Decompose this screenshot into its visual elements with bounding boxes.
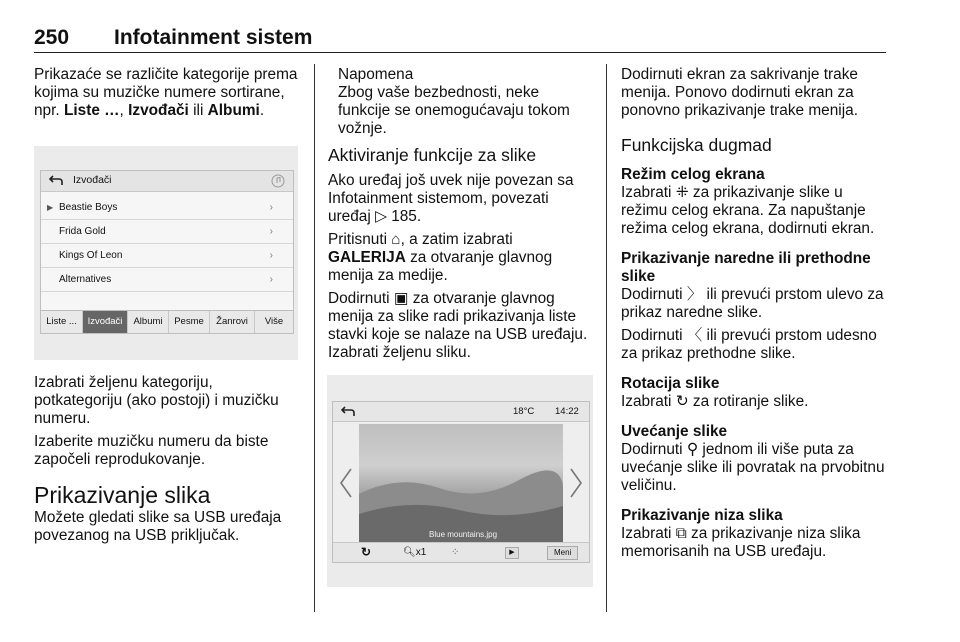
screen-top-bar xyxy=(41,171,293,192)
subheading-zoom: Uvećanje slike xyxy=(621,423,728,440)
paragraph-toggle-menu: Dodirnuti ekran za sakrivanje trake menija. Ponovo dodirnuti ekran za ponovno prikazivanje trake menija. xyxy=(621,66,858,119)
infotainment-screen xyxy=(332,401,590,563)
back-icon[interactable] xyxy=(49,175,63,186)
tab-vise[interactable]: Više xyxy=(264,316,284,327)
column-3 xyxy=(621,66,887,566)
screenshot-artists-list xyxy=(34,146,298,360)
subheading-rotate: Rotacija slike xyxy=(621,375,720,392)
column-1-bottom xyxy=(34,374,304,550)
tab-izvodaci[interactable]: Izvođači xyxy=(83,311,128,333)
paragraph-slideshow: Izabrati ⧉ za prikazivanje niza slika memorisanih na USB uređaju. xyxy=(621,525,861,560)
home-icon: ⌂ xyxy=(391,231,401,248)
page-header-title: Infotainment sistem xyxy=(114,26,313,49)
chevron-right-icon: › xyxy=(269,274,273,285)
section-heading-images: Prikazivanje slika xyxy=(34,482,211,508)
screen-tab-bar xyxy=(41,310,293,333)
arrow-ref-icon: ▷ xyxy=(375,208,392,225)
chevron-right-icon: 〉 xyxy=(686,286,703,303)
temperature-readout: 18°C xyxy=(513,406,535,417)
paragraph-press-home: Pritisnuti ⌂, a zatim izabrati GALERIJA za otvaranje glavnog menija za medije. xyxy=(328,231,553,284)
section-heading-function-buttons: Funkcijska dugmad xyxy=(621,135,772,155)
paragraph-select-track: Izaberite muzičku numeru da biste započeli reprodukovanje. xyxy=(34,433,269,468)
mountain-photo[interactable] xyxy=(359,424,563,542)
column-1-top xyxy=(34,66,304,125)
paragraph-usb-images: Možete gledati slike sa USB uređaja povezanog na USB priključak. xyxy=(34,509,282,544)
rotate-icon: ↻ xyxy=(675,393,689,410)
next-image-icon[interactable] xyxy=(569,468,583,498)
chevron-right-icon: › xyxy=(269,226,273,237)
back-icon[interactable] xyxy=(341,406,355,417)
note-box xyxy=(328,66,594,138)
tab-liste[interactable]: Liste ... xyxy=(41,311,83,333)
chevron-right-icon: › xyxy=(269,202,273,213)
chevron-right-icon: › xyxy=(269,250,273,261)
header-rule xyxy=(34,52,886,53)
screenshot-image-viewer xyxy=(327,375,593,587)
image-icon: ▣ xyxy=(393,290,409,307)
tab-zanrovi[interactable]: Žanrovi xyxy=(210,311,255,333)
section-heading-activate: Aktiviranje funkcije za slike xyxy=(328,145,537,165)
list-item[interactable]: Frida Gold › xyxy=(41,220,293,244)
note-title: Napomena xyxy=(338,66,414,83)
subheading-slideshow: Prikazivanje niza slika xyxy=(621,507,783,524)
subheading-fullscreen: Režim celog ekrana xyxy=(621,166,765,183)
infotainment-screen xyxy=(40,170,294,334)
list-item[interactable]: ▶ Beastie Boys › xyxy=(41,196,293,220)
paragraph-rotate: Izabrati ↻ za rotiranje slike. xyxy=(621,393,809,410)
image-caption: Blue mountains.jpg xyxy=(429,530,498,539)
column-2 xyxy=(328,66,594,367)
menu-button[interactable]: Meni xyxy=(547,546,578,560)
list-item[interactable]: Alternatives › xyxy=(41,268,293,292)
screen-title: Izvođači xyxy=(73,174,112,186)
zoom-icon: ⚲ xyxy=(686,441,699,458)
paragraph-open-images-menu: Dodirnuti ▣ za otvaranje glavnog menija za slike radi prikazivanja liste stavki koje se nalaze na USB uređaju. Izabrati željenu sliku. xyxy=(328,290,588,361)
column-divider-1 xyxy=(314,64,315,612)
screen-bottom-bar xyxy=(333,542,589,562)
previous-image-icon[interactable] xyxy=(339,468,353,498)
paragraph-select-category: Izabrati željenu kategoriju, potkategoriju (ako postoji) i muzičku numeru. xyxy=(34,374,279,427)
paragraph-categories: Prikazaće se različite kategorije prema kojima su muzičke numere sortirane, npr. Liste …, Izvođači ili Albumi. xyxy=(34,66,298,119)
column-divider-2 xyxy=(606,64,607,612)
play-indicator-icon: ▶ xyxy=(47,203,54,212)
paragraph-previous-image: Dodirnuti 〈 ili prevući prstom udesno za prikaz prethodne slike. xyxy=(621,327,877,362)
page-number: 250 xyxy=(34,26,70,49)
fullscreen-icon: ⁜ xyxy=(675,184,689,201)
tab-pesme[interactable]: Pesme xyxy=(169,311,210,333)
paragraph-connect-device: Ako uređaj još uvek nije povezan sa Infotainment sistemom, povezati uređaj ▷ 185. xyxy=(328,172,574,225)
screen-top-bar xyxy=(333,402,589,422)
fullscreen-icon[interactable]: ⁘ xyxy=(451,547,460,558)
paragraph-next-image: Dodirnuti 〉 ili prevući prstom ulevo za prikaz naredne slike. xyxy=(621,286,884,321)
subheading-next-previous: Prikazivanje naredne ili prethodne slike xyxy=(621,250,871,285)
zoom-icon[interactable]: 🔍︎x1 xyxy=(403,547,427,558)
clock-readout: 14:22 xyxy=(555,406,579,417)
list-item[interactable]: Kings Of Leon › xyxy=(41,244,293,268)
paragraph-zoom: Dodirnuti ⚲ jednom ili više puta za uvećanje slike ili povratak na prvobitnu veličinu. xyxy=(621,441,885,494)
paragraph-fullscreen: Izabrati ⁜ za prikazivanje slike u režimu celog ekrana. Za napuštanje režima celog ekrana, dodirnuti ekran. xyxy=(621,184,875,237)
music-note-icon[interactable] xyxy=(271,174,285,188)
chevron-left-icon: 〈 xyxy=(686,327,703,344)
slideshow-icon: ⧉ xyxy=(675,525,687,542)
note-text: Zbog vaše bezbednosti, neke funkcije se onemogućavaju tokom vožnje. xyxy=(338,84,570,137)
tab-albumi[interactable]: Albumi xyxy=(128,311,169,333)
slideshow-icon[interactable]: ▶ xyxy=(505,547,519,559)
rotate-icon[interactable]: ↻ xyxy=(361,545,372,559)
